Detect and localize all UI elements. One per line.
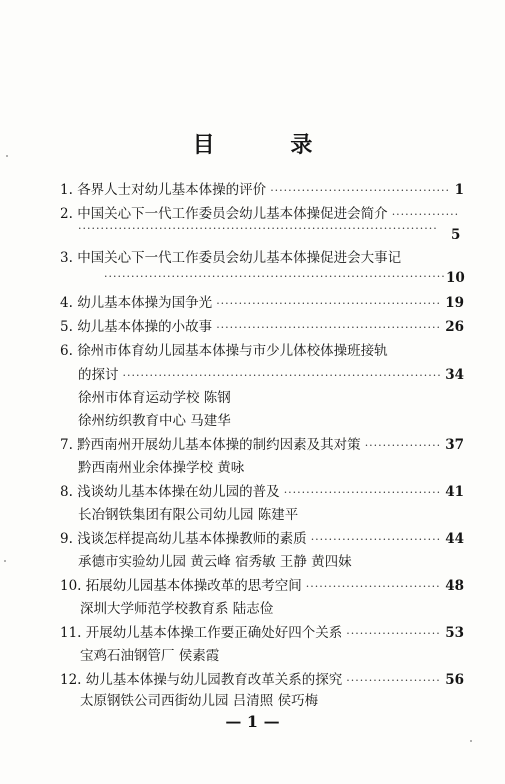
toc-entry-11[interactable]: 11. 开展幼儿基本体操工作要正确处好四个关系 ····· 53 — [60, 624, 464, 642]
toc-page-number: 10 — [446, 270, 465, 286]
dot-leader — [365, 437, 442, 455]
toc-page-number: 37 — [445, 437, 464, 453]
scan-speck — [4, 560, 6, 562]
toc-page-number: 26 — [445, 319, 464, 335]
dot-leader — [216, 295, 441, 313]
dot-leader — [104, 270, 444, 284]
toc-author: 黔西南州业余体操学校 黄咏 — [78, 460, 245, 476]
toc-entry-12[interactable]: 12. 幼儿基本体操与幼儿园教育改革关系的探究 ····· 56 — [60, 671, 464, 689]
toc-page-number: 56 — [445, 672, 464, 688]
toc-page-number: 48 — [445, 578, 464, 594]
toc-entry-10[interactable]: 10. 拓展幼儿园基本体操改革的思考空间 ····· 48 — [60, 577, 464, 595]
toc-page-number: 34 — [445, 367, 464, 383]
toc-author: 长冶钢铁集团有限公司幼儿园 陈建平 — [78, 507, 299, 523]
toc-entry-title: 浅谈怎样提高幼儿基本体操教师的素质 — [77, 531, 307, 547]
page-number-footer: — 1 — — [225, 712, 280, 731]
toc-page-number: 1 — [454, 182, 464, 198]
toc-author: 徐州市体育运动学校 陈钢 — [78, 390, 231, 406]
toc-entry-title: 中国关心下一代工作委员会幼儿基本体操促进会简介 — [77, 206, 388, 222]
toc-page-number: 44 — [445, 531, 464, 547]
toc-author: 宝鸡石油钢管厂 侯素霞 — [80, 648, 220, 664]
toc-entry-title: 幼儿基本体操与幼儿园教育改革关系的探究 — [85, 672, 343, 688]
dot-leader — [306, 578, 441, 596]
scan-speck — [6, 155, 8, 157]
toc-entry-title: 拓展幼儿园基本体操改革的思考空间 — [85, 578, 302, 594]
scan-speck — [470, 740, 472, 742]
page-title: 目 录 — [192, 132, 347, 158]
toc-entry-3[interactable]: 3. 中国关心下一代工作委员会幼儿基本体操促进会大事记 — [60, 250, 402, 266]
toc-entry-title: 浅谈幼儿基本体操在幼儿园的普及 — [77, 484, 280, 500]
dot-leader — [346, 625, 441, 643]
toc-author: 徐州纺织教育中心 马建华 — [78, 413, 231, 429]
toc-author: 深圳大学师范学校教育系 陆志俭 — [80, 601, 274, 617]
toc-entry-6[interactable]: 6. 徐州市体育幼儿园基本体操与市少儿体校体操班接轨 — [60, 343, 388, 359]
toc-author: 太原钢铁公司西街幼儿园 吕清照 侯巧梅 — [80, 693, 319, 709]
toc-author: 承德市实验幼儿园 黄云峰 宿秀敏 王静 黄四妹 — [78, 554, 352, 570]
dot-leader — [78, 222, 438, 236]
toc-entry-4[interactable]: 4. 幼儿基本体操为国争光 ····· 19 — [60, 294, 464, 312]
toc-entry-7[interactable]: 7. 黔西南州开展幼儿基本体操的制约因素及其对策 ····· 37 — [60, 436, 464, 454]
toc-entry-title: 开展幼儿基本体操工作要正确处好四个关系 — [85, 625, 343, 641]
toc-entry-title-cont: 的探讨 — [78, 367, 119, 383]
toc-page-number: 53 — [445, 625, 464, 641]
toc-entry-5[interactable]: 5. 幼儿基本体操的小故事 ····· 26 — [60, 318, 464, 336]
toc-page-number: 5 — [451, 227, 461, 243]
toc-entry-title: 黔西南州开展幼儿基本体操的制约因素及其对策 — [77, 437, 361, 453]
dot-leader — [123, 367, 442, 385]
toc-entry-9[interactable]: 9. 浅谈怎样提高幼儿基本体操教师的素质 ····· 44 — [60, 530, 464, 548]
dot-leader — [284, 484, 442, 502]
dot-leader — [216, 319, 441, 337]
dot-leader — [270, 182, 450, 200]
toc-entry-title: 中国关心下一代工作委员会幼儿基本体操促进会大事记 — [77, 250, 402, 266]
dot-leader — [311, 531, 442, 549]
toc-entry-title: 幼儿基本体操为国争光 — [77, 295, 213, 311]
toc-page-number: 19 — [445, 295, 464, 311]
toc-entry-title: 各界人士对幼儿基本体操的评价 — [77, 182, 267, 198]
toc-entry-title: 幼儿基本体操的小故事 — [77, 319, 213, 335]
toc-entry-1[interactable]: 1. 各界人士对幼儿基本体操的评价 ····· 1 — [60, 181, 464, 199]
toc-entry-2[interactable]: 2. 中国关心下一代工作委员会幼儿基本体操促进会简介 ····· — [60, 205, 464, 223]
dot-leader — [346, 672, 441, 690]
toc-entry-6-cont[interactable] — [78, 366, 464, 384]
toc-entry-title: 徐州市体育幼儿园基本体操与市少儿体校体操班接轨 — [77, 343, 388, 359]
toc-entry-8[interactable]: 8. 浅谈幼儿基本体操在幼儿园的普及 ····· 41 — [60, 483, 464, 501]
toc-page-number: 41 — [445, 484, 464, 500]
